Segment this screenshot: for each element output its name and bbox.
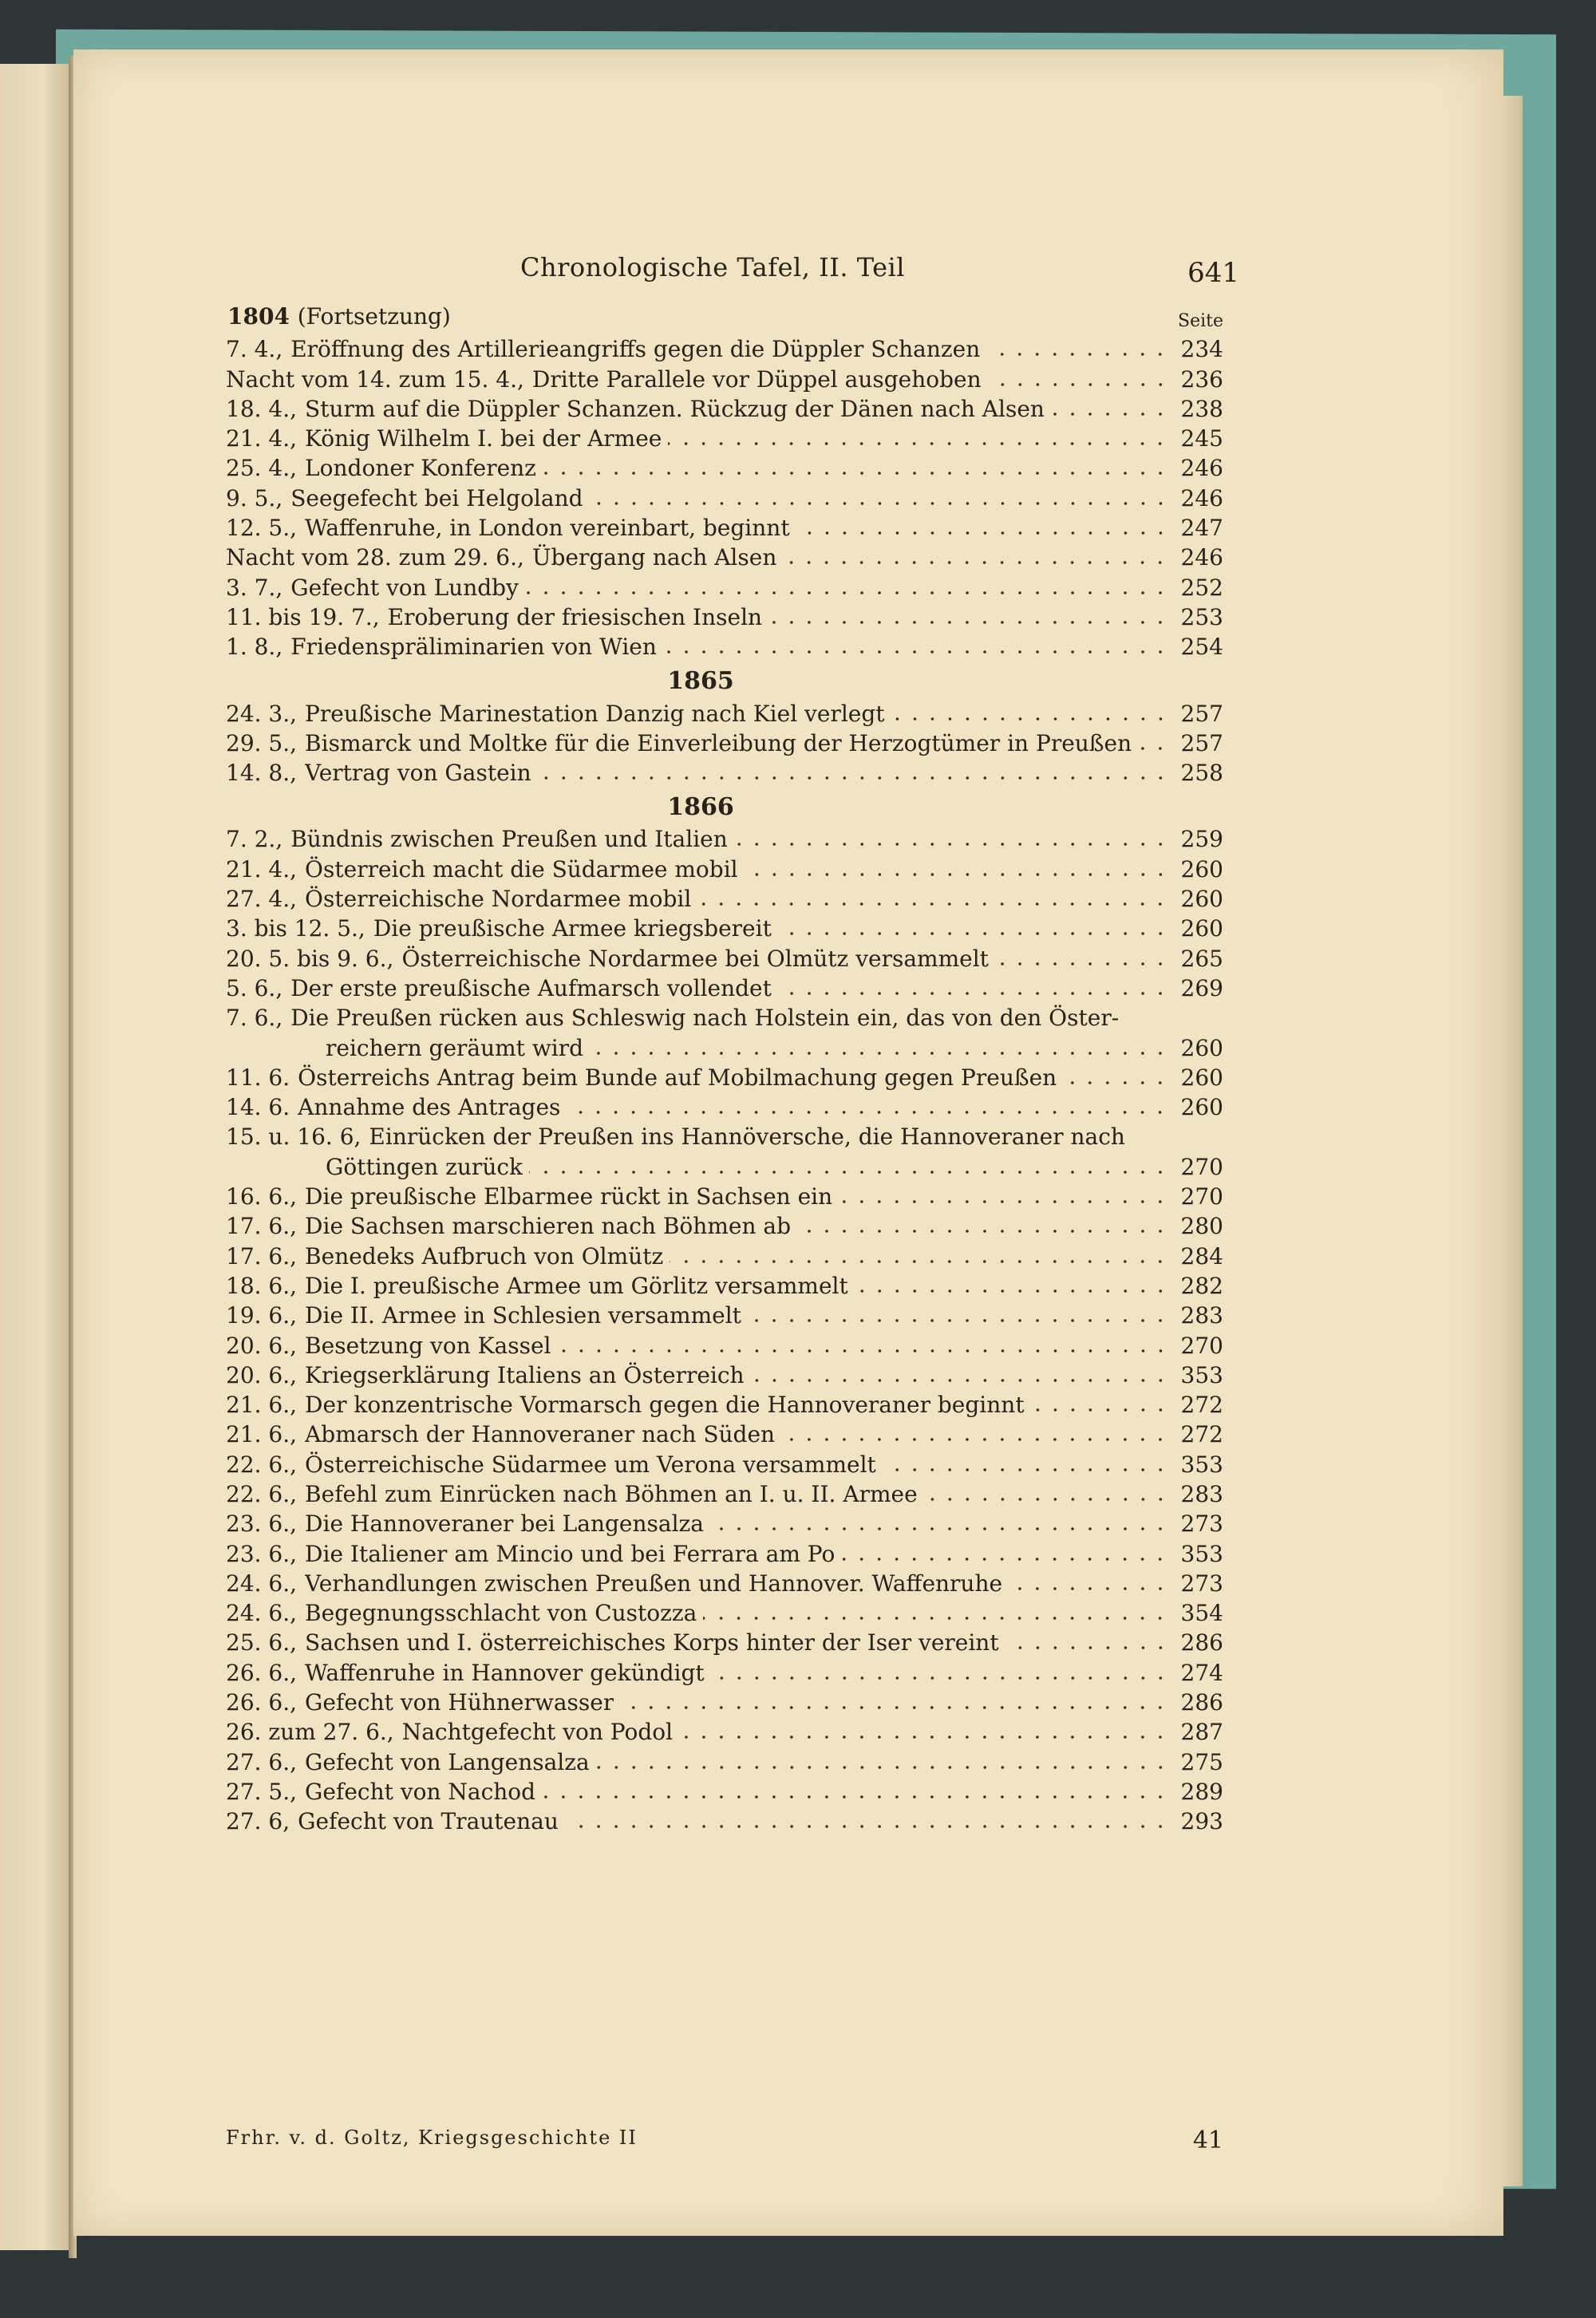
chronology-entry <box>226 1329 1223 1359</box>
entry-text: Waffenruhe, in London vereinbart, beginnt <box>305 515 790 542</box>
entry-text: Sachsen und I. österreichisches Korps hinter der Iser vereint <box>305 1629 999 1657</box>
chronology-entry <box>226 423 1223 452</box>
year-heading: 1865 <box>667 667 734 696</box>
dot-leader <box>558 1349 1169 1353</box>
dot-leader <box>538 776 1169 780</box>
entry-date: 21. 6., <box>226 1421 298 1448</box>
entry-date: 9. 5., <box>226 484 283 511</box>
chronology-entry <box>226 1240 1223 1270</box>
dot-leader <box>620 1705 1169 1710</box>
dot-leader <box>1009 1586 1169 1591</box>
continuation-note: (Fortsetzung) <box>297 303 451 330</box>
chronology-entry <box>226 1568 1223 1597</box>
entry-page: 260 <box>1180 1064 1223 1091</box>
year-heading: 1866 <box>667 793 734 822</box>
chronology-entry <box>226 1210 1223 1240</box>
entry-date: 24. 6., <box>226 1600 298 1627</box>
entry-text: Österreichische Nordarmee bei Olmütz versammelt <box>401 945 989 972</box>
entry-page: 354 <box>1180 1600 1223 1627</box>
entry-date: 24. 3., <box>226 700 298 727</box>
entry-text: Gefecht von Nachod <box>305 1778 536 1805</box>
chronology-entry <box>226 1597 1223 1627</box>
entry-text: Befehl zum Einrücken nach Böhmen an I. u. II. Armee <box>305 1480 918 1507</box>
dot-leader <box>768 620 1169 625</box>
entry-page: 260 <box>1180 1034 1223 1061</box>
entry-date: 25. 6., <box>226 1629 298 1657</box>
entry-page: 234 <box>1180 336 1223 363</box>
entry-date: 23. 6., <box>226 1510 298 1538</box>
dot-leader <box>543 471 1169 476</box>
dot-leader <box>855 1289 1169 1293</box>
chronology-entry <box>226 631 1223 661</box>
entry-page: 246 <box>1180 484 1223 511</box>
entry-page: 247 <box>1180 515 1223 542</box>
entry-date: 16. 6., <box>226 1183 298 1210</box>
chronology-entry <box>226 1092 1223 1121</box>
entry-page: 286 <box>1180 1629 1223 1657</box>
entry-page: 282 <box>1180 1272 1223 1299</box>
page-footer <box>226 2126 1223 2158</box>
entry-text: Die I. preußische Armee um Görlitz versammelt <box>305 1272 848 1299</box>
entry-date: 23. 6., <box>226 1540 298 1567</box>
dot-leader <box>734 842 1169 847</box>
chronology-entry <box>226 757 1223 787</box>
entry-date: 14. 8., <box>226 760 298 787</box>
dot-leader <box>745 872 1169 877</box>
dot-leader <box>565 1824 1169 1829</box>
entry-page: 257 <box>1180 700 1223 727</box>
entry-text: Österreich macht die Südarmee mobil <box>305 855 738 883</box>
entry-date: 15. u. 16. 6, <box>226 1123 361 1151</box>
entry-page: 293 <box>1180 1808 1223 1835</box>
dot-leader <box>590 1051 1169 1056</box>
chronology-entry <box>226 697 1223 727</box>
chronology-entry-continuation <box>226 1032 1223 1061</box>
dot-leader <box>924 1497 1169 1502</box>
chronology-entry <box>226 1419 1223 1448</box>
entry-date: 7. 2., <box>226 826 283 853</box>
entry-date: 20. 5. bis 9. 6., <box>226 945 394 972</box>
entry-text: Verhandlungen zwischen Preußen und Hannover. Waffenruhe <box>305 1570 1003 1597</box>
chronology-entry <box>226 1270 1223 1300</box>
entry-text: Österreichs Antrag beim Bunde auf Mobilmachung gegen Preußen <box>298 1064 1057 1091</box>
entry-text: Die II. Armee in Schlesien versammelt <box>305 1302 741 1329</box>
entry-text: Kriegserklärung Italiens an Österreich <box>305 1361 745 1388</box>
entry-page: 238 <box>1180 395 1223 422</box>
entry-date: 18. 4., <box>226 395 298 422</box>
entry-text: Die preußische Elbarmee rückt in Sachsen ein <box>305 1183 833 1210</box>
signature-number: 41 <box>1192 2126 1223 2154</box>
chronology-entry <box>226 1479 1223 1508</box>
entry-page: 287 <box>1180 1719 1223 1746</box>
entry-text: Österreichische Nordarmee mobil <box>305 886 692 913</box>
chronology-entry <box>226 883 1223 913</box>
chronology-entry <box>226 1776 1223 1806</box>
chronology-entry <box>226 571 1223 601</box>
chronology-entry <box>226 542 1223 571</box>
entry-date: 19. 6., <box>226 1302 298 1329</box>
entry-date: 22. 6., <box>226 1480 298 1507</box>
entry-date: 11. 6. <box>226 1064 290 1091</box>
entry-page: 283 <box>1180 1480 1223 1507</box>
dot-leader <box>710 1526 1169 1531</box>
entry-page: 274 <box>1180 1659 1223 1686</box>
entry-page: 353 <box>1180 1451 1223 1478</box>
dot-leader <box>883 1467 1169 1472</box>
entry-date: 26. 6., <box>226 1659 298 1686</box>
entry-page: 260 <box>1180 886 1223 913</box>
entry-text: Bündnis zwischen Preußen und Italien <box>290 826 728 853</box>
entry-date: 7. 6., <box>226 1005 283 1032</box>
chronology-entry <box>226 452 1223 482</box>
entry-date: 29. 5., <box>226 729 298 756</box>
entry-text: Gefecht von Langensalza <box>305 1748 590 1775</box>
entry-text: Gefecht von Trautenau <box>298 1808 559 1835</box>
chronology-entry-continuation <box>226 1151 1223 1180</box>
chronology-entry <box>226 853 1223 883</box>
entry-text: Bismarck und Moltke für die Einverleibung der Herzogtümer in Preußen <box>305 729 1132 756</box>
dot-leader <box>703 1616 1169 1621</box>
entry-date: 5. 6., <box>226 974 283 1001</box>
dot-leader <box>590 501 1169 506</box>
chronology-entry <box>226 1627 1223 1657</box>
entry-page: 254 <box>1180 634 1223 661</box>
dot-leader <box>778 931 1169 936</box>
dot-leader <box>796 531 1169 535</box>
entry-text: Seegefecht bei Helgoland <box>290 484 583 511</box>
chronology-entry <box>226 973 1223 1002</box>
entry-page: 284 <box>1180 1242 1223 1270</box>
entry-text: Die Preußen rücken aus Schleswig nach Holstein ein, das von den Öster- <box>290 1005 1120 1032</box>
entry-page: 260 <box>1180 1094 1223 1121</box>
dot-leader <box>988 382 1169 387</box>
entry-page: 259 <box>1180 826 1223 853</box>
dot-leader <box>778 991 1169 996</box>
entry-page: 275 <box>1180 1748 1223 1775</box>
chronology-entry <box>226 1448 1223 1478</box>
entry-page: 265 <box>1180 945 1223 972</box>
entry-page: 270 <box>1180 1183 1223 1210</box>
chronology-entry <box>226 512 1223 542</box>
chronology-entry <box>226 823 1223 853</box>
entry-page: 257 <box>1180 729 1223 756</box>
left-page-edge <box>0 64 72 2250</box>
chronology-entry <box>226 334 1223 363</box>
page-stack-edge <box>1500 96 1523 2186</box>
entry-date: 7. 4., <box>226 336 283 363</box>
entry-text: Londoner Konferenz <box>305 455 536 482</box>
entry-text: Vertrag von Gastein <box>305 760 531 787</box>
chronology-entry <box>226 1062 1223 1092</box>
dot-leader <box>891 717 1169 721</box>
entry-page: 272 <box>1180 1392 1223 1419</box>
entry-date: 17. 6., <box>226 1213 298 1240</box>
chronology-entry <box>226 1360 1223 1389</box>
entry-text-continuation: reichern geräumt wird <box>326 1034 584 1061</box>
entry-date: 20. 6., <box>226 1332 298 1359</box>
chronology-entry <box>226 1389 1223 1419</box>
dot-leader <box>596 1765 1169 1770</box>
entry-date: 18. 6., <box>226 1272 298 1299</box>
chronology-entry <box>226 1181 1223 1210</box>
chronology-entry <box>226 942 1223 972</box>
chronology-entry <box>226 1657 1223 1686</box>
entry-date: 21. 4., <box>226 855 298 883</box>
continuation-heading <box>226 303 1223 332</box>
page-number: 641 <box>1187 257 1239 289</box>
dot-leader <box>529 1170 1169 1175</box>
dot-leader <box>751 1378 1169 1383</box>
continuation-year: 1804 <box>227 303 290 330</box>
entry-page: 270 <box>1180 1153 1223 1180</box>
entry-text: Eroberung der friesischen Inseln <box>387 603 763 630</box>
chronology-entry <box>226 1538 1223 1567</box>
entry-date: Nacht vom 14. zum 15. 4., <box>226 365 524 393</box>
chronology-entry <box>226 913 1223 942</box>
entry-date: Nacht vom 28. zum 29. 6., <box>226 544 524 571</box>
entry-date: 20. 6., <box>226 1361 298 1388</box>
entry-date: 17. 6., <box>226 1242 298 1270</box>
entry-text: Begegnungsschlacht von Custozza <box>305 1600 697 1627</box>
entry-date: 11. bis 19. 7., <box>226 603 380 630</box>
dot-leader <box>1138 746 1169 751</box>
dot-leader <box>781 1437 1169 1442</box>
entry-page: 236 <box>1180 365 1223 393</box>
dot-leader <box>711 1676 1169 1680</box>
entry-text: Abmarsch der Hannoveraner nach Süden <box>305 1421 776 1448</box>
entry-text: Österreichische Südarmee um Verona versammelt <box>305 1451 876 1478</box>
dot-leader <box>995 962 1169 966</box>
chronology-entry <box>226 1002 1223 1032</box>
chronology-entry <box>226 1121 1223 1151</box>
chronology-entry <box>226 363 1223 393</box>
dot-leader <box>1063 1080 1169 1085</box>
entry-text: Die Sachsen marschieren nach Böhmen ab <box>305 1213 791 1240</box>
entry-page: 253 <box>1180 603 1223 630</box>
entry-page: 353 <box>1180 1361 1223 1388</box>
running-head: Chronologische Tafel, II. Teil <box>520 252 905 282</box>
entry-text: Besetzung von Kassel <box>305 1332 551 1359</box>
entry-date: 25. 4., <box>226 455 298 482</box>
dot-leader <box>663 650 1169 654</box>
dot-leader <box>839 1199 1169 1204</box>
entry-page: 246 <box>1180 455 1223 482</box>
entry-page: 272 <box>1180 1421 1223 1448</box>
entry-text: Gefecht von Lundby <box>290 574 519 601</box>
entry-date: 3. 7., <box>226 574 283 601</box>
chronology-entry <box>226 602 1223 631</box>
entry-page: 260 <box>1180 855 1223 883</box>
dot-leader <box>797 1229 1169 1234</box>
dot-leader <box>986 352 1169 357</box>
entry-date: 1. 8., <box>226 634 283 661</box>
entry-date: 27. 4., <box>226 886 298 913</box>
entry-date: 24. 6., <box>226 1570 298 1597</box>
entry-date: 3. bis 12. 5., <box>226 915 365 942</box>
entry-page: 280 <box>1180 1213 1223 1240</box>
entry-page: 353 <box>1180 1540 1223 1567</box>
entry-text: Benedeks Aufbruch von Olmütz <box>305 1242 664 1270</box>
entry-text: Der konzentrische Vormarsch gegen die Hannoveraner beginnt <box>305 1392 1025 1419</box>
entry-page: 273 <box>1180 1510 1223 1538</box>
chronology-entry <box>226 1300 1223 1329</box>
dot-leader <box>567 1110 1169 1115</box>
printer-signature: Frhr. v. d. Goltz, Kriegsgeschichte II <box>226 2126 638 2149</box>
dot-leader <box>1031 1408 1169 1412</box>
dot-leader <box>1005 1645 1169 1650</box>
entry-page: 252 <box>1180 574 1223 601</box>
entry-text: Gefecht von Hühnerwasser <box>305 1689 614 1716</box>
entry-date: 14. 6. <box>226 1094 290 1121</box>
entry-page: 270 <box>1180 1332 1223 1359</box>
entry-page: 286 <box>1180 1689 1223 1716</box>
dot-leader <box>783 560 1169 565</box>
chronology-table <box>226 334 1223 1835</box>
entry-date: 27. 5., <box>226 1778 298 1805</box>
entry-text: Waffenruhe in Hannover gekündigt <box>305 1659 705 1686</box>
entry-text: Dritte Parallele vor Düppel ausgehoben <box>531 365 982 393</box>
entry-page: 289 <box>1180 1778 1223 1805</box>
entry-page: 283 <box>1180 1302 1223 1329</box>
chronology-entry <box>226 482 1223 511</box>
entry-text: Der erste preußische Aufmarsch vollendet <box>290 974 772 1001</box>
entry-text: Sturm auf die Düppler Schanzen. Rückzug der Dänen nach Alsen <box>305 395 1045 422</box>
entry-text: Übergang nach Alsen <box>531 544 777 571</box>
dot-leader <box>668 441 1169 446</box>
entry-text: Eröffnung des Artillerieangriffs gegen die Düppler Schanzen <box>290 336 981 363</box>
entry-text: Preußische Marinestation Danzig nach Kiel verlegt <box>305 700 885 727</box>
entry-date: 26. 6., <box>226 1689 298 1716</box>
dot-leader <box>542 1795 1169 1799</box>
entry-date: 27. 6., <box>226 1748 298 1775</box>
chronology-entry <box>226 728 1223 757</box>
chronology-entry <box>226 1508 1223 1538</box>
entry-page: 260 <box>1180 915 1223 942</box>
chronology-entry <box>226 1687 1223 1716</box>
entry-date: 22. 6., <box>226 1451 298 1478</box>
entry-text: Die Hannoveraner bei Langensalza <box>305 1510 704 1538</box>
entry-text: Annahme des Antrages <box>298 1094 561 1121</box>
chronology-entry <box>226 1746 1223 1775</box>
entry-page: 246 <box>1180 544 1223 571</box>
dot-leader <box>697 902 1169 906</box>
entry-page: 269 <box>1180 974 1223 1001</box>
dot-leader <box>841 1557 1169 1562</box>
entry-text: Die Italiener am Mincio und bei Ferrara am Po <box>305 1540 836 1567</box>
dot-leader <box>748 1318 1169 1323</box>
entry-text: König Wilhelm I. bei der Armee <box>305 425 662 452</box>
entry-date: 12. 5., <box>226 515 298 542</box>
dot-leader <box>670 1259 1169 1264</box>
dot-leader <box>525 590 1169 595</box>
entry-date: 27. 6, <box>226 1808 290 1835</box>
entry-text: Nachtgefecht von Podol <box>401 1719 674 1746</box>
entry-page: 258 <box>1180 760 1223 787</box>
entry-date: 21. 4., <box>226 425 298 452</box>
dot-leader <box>679 1735 1169 1739</box>
entry-page: 245 <box>1180 425 1223 452</box>
entry-text-continuation: Göttingen zurück <box>326 1153 523 1180</box>
entry-text: Einrücken der Preußen ins Hannöversche, die Hannoveraner nach <box>369 1123 1125 1151</box>
continuation-year-line <box>227 303 451 330</box>
entry-text: Die preußische Armee kriegsbereit <box>373 915 772 942</box>
entry-page: 273 <box>1180 1570 1223 1597</box>
entry-date: 26. zum 27. 6., <box>226 1719 394 1746</box>
page-column-label: Seite <box>1178 311 1223 331</box>
entry-text: Friedenspräliminarien von Wien <box>290 634 657 661</box>
chronology-entry <box>226 1806 1223 1835</box>
entry-date: 21. 6., <box>226 1392 298 1419</box>
chronology-entry <box>226 1716 1223 1746</box>
dot-leader <box>1051 412 1169 417</box>
chronology-entry <box>226 393 1223 423</box>
